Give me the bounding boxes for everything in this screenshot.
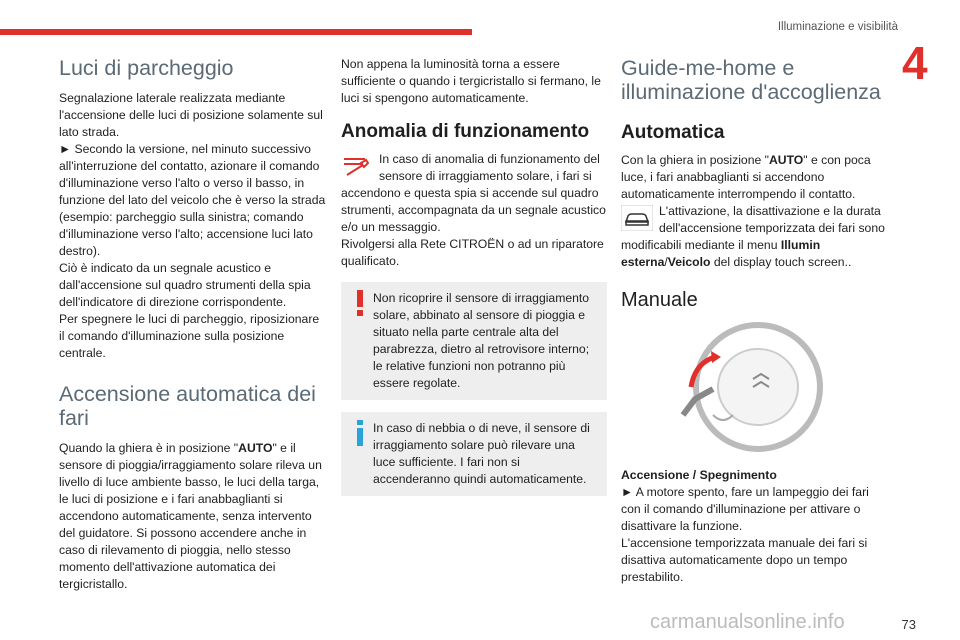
column-right <box>621 56 891 586</box>
paragraph: Con la ghiera in posizione "AUTO" e con poca luce, i fari anabbaglianti si accendono automaticamente interrompendo il contatto. <box>621 153 871 201</box>
caption: Accensione / Spegnimento <box>621 468 777 482</box>
heading-parking-lights: Luci di parcheggio <box>59 56 234 80</box>
car-icon <box>621 205 653 231</box>
top-accent-bar <box>0 29 472 35</box>
heading-malfunction: Anomalia di funzionamento <box>341 121 590 142</box>
paragraph: In caso di anomalia di funzionamento del sensore di irraggiamento solare, i fari si accendono e questa spia si accende sul quadro strumenti, accompagnata da un segnale acustico e/o un messaggio. <box>341 152 606 234</box>
exclamation-warning-icon <box>353 290 367 316</box>
paragraph: L'attivazione, la disattivazione e la durata dell'accensione temporizzata dei fari sono modificabili mediante il menu Illumin esterna/Veicolo del display touch screen.. <box>621 204 885 269</box>
watermark: carmanualsonline.info <box>650 611 845 633</box>
paragraph: Per spegnere le luci di parcheggio, riposizionare il comando d'illuminazione sulla posizione centrale. <box>59 312 320 360</box>
heading-auto-headlamps: Accensione automatica dei fari <box>59 382 316 430</box>
column-middle <box>341 56 607 496</box>
paragraph: ► Secondo la versione, nel minuto successivo all'interruzione del contatto, azionare il comando d'illuminazione verso l'alto o verso il basso, in funzione del lato del veicolo che è verso la strada (esempio: parcheggio sulla sinistra; comando d'illuminazione verso l'alto; accensione luci lato destro). <box>59 142 326 258</box>
info-box <box>341 412 607 496</box>
paragraph: ► A motore spento, fare un lampeggio dei fari con il comando d'illuminazione per attivare o disattivare la funzione. <box>621 485 869 533</box>
section-title: Illuminazione e visibilità <box>777 21 898 33</box>
heading-manual: Manuale <box>621 289 698 311</box>
heading-automatic: Automatica <box>621 122 725 143</box>
chapter-number: 4 <box>902 37 928 89</box>
paragraph: Ciò è indicato da un segnale acustico e dall'accensione sul quadro strumenti della spia dell'indicatore di direzione corrispondente. <box>59 261 311 309</box>
wrench-warning-icon <box>341 153 373 179</box>
steering-wheel-illustration <box>673 319 823 457</box>
paragraph: L'accensione temporizzata manuale dei fari si disattiva automaticamente dopo un tempo prestabilito. <box>621 536 868 584</box>
info-text: In caso di nebbia o di neve, il sensore di irraggiamento solare può rilevare una luce sufficiente. I fari non si accenderanno quindi automaticamente. <box>373 421 590 486</box>
info-icon <box>353 420 367 446</box>
paragraph: Segnalazione laterale realizzata mediante l'accensione delle luci di posizione solamente sul lato strada. <box>59 91 323 139</box>
heading-guide-me-home: Guide-me-home e illuminazione d'accoglienza <box>621 56 881 104</box>
page-number: 73 <box>901 617 916 632</box>
warning-box <box>341 282 607 400</box>
column-left <box>59 56 327 593</box>
paragraph: Non appena la luminosità torna a essere sufficiente o quando i tergicristallo si fermano, le luci si spengono automaticamente. <box>341 57 601 105</box>
warning-text: Non ricoprire il sensore di irraggiamento solare, abbinato al sensore di pioggia e situato nella parte centrale alta del parabrezza, dietro al retrovisore interno; le relative funzioni non potranno più essere regolate. <box>373 291 590 390</box>
paragraph: Quando la ghiera è in posizione "AUTO" e il sensore di pioggia/irraggiamento solare rileva un livello di luce ambiente basso, le luci della targa, le luci di posizione e i fari anabbaglianti si accendono automaticamente, senza intervento del guidatore. Si possono accendere anche in caso di rilevamento di pioggia, nello stesso momento dell'attivazione automatica dei tergicristallo. <box>59 441 322 591</box>
paragraph: Rivolgersi alla Rete CITROËN o ad un riparatore qualificato. <box>341 237 604 268</box>
